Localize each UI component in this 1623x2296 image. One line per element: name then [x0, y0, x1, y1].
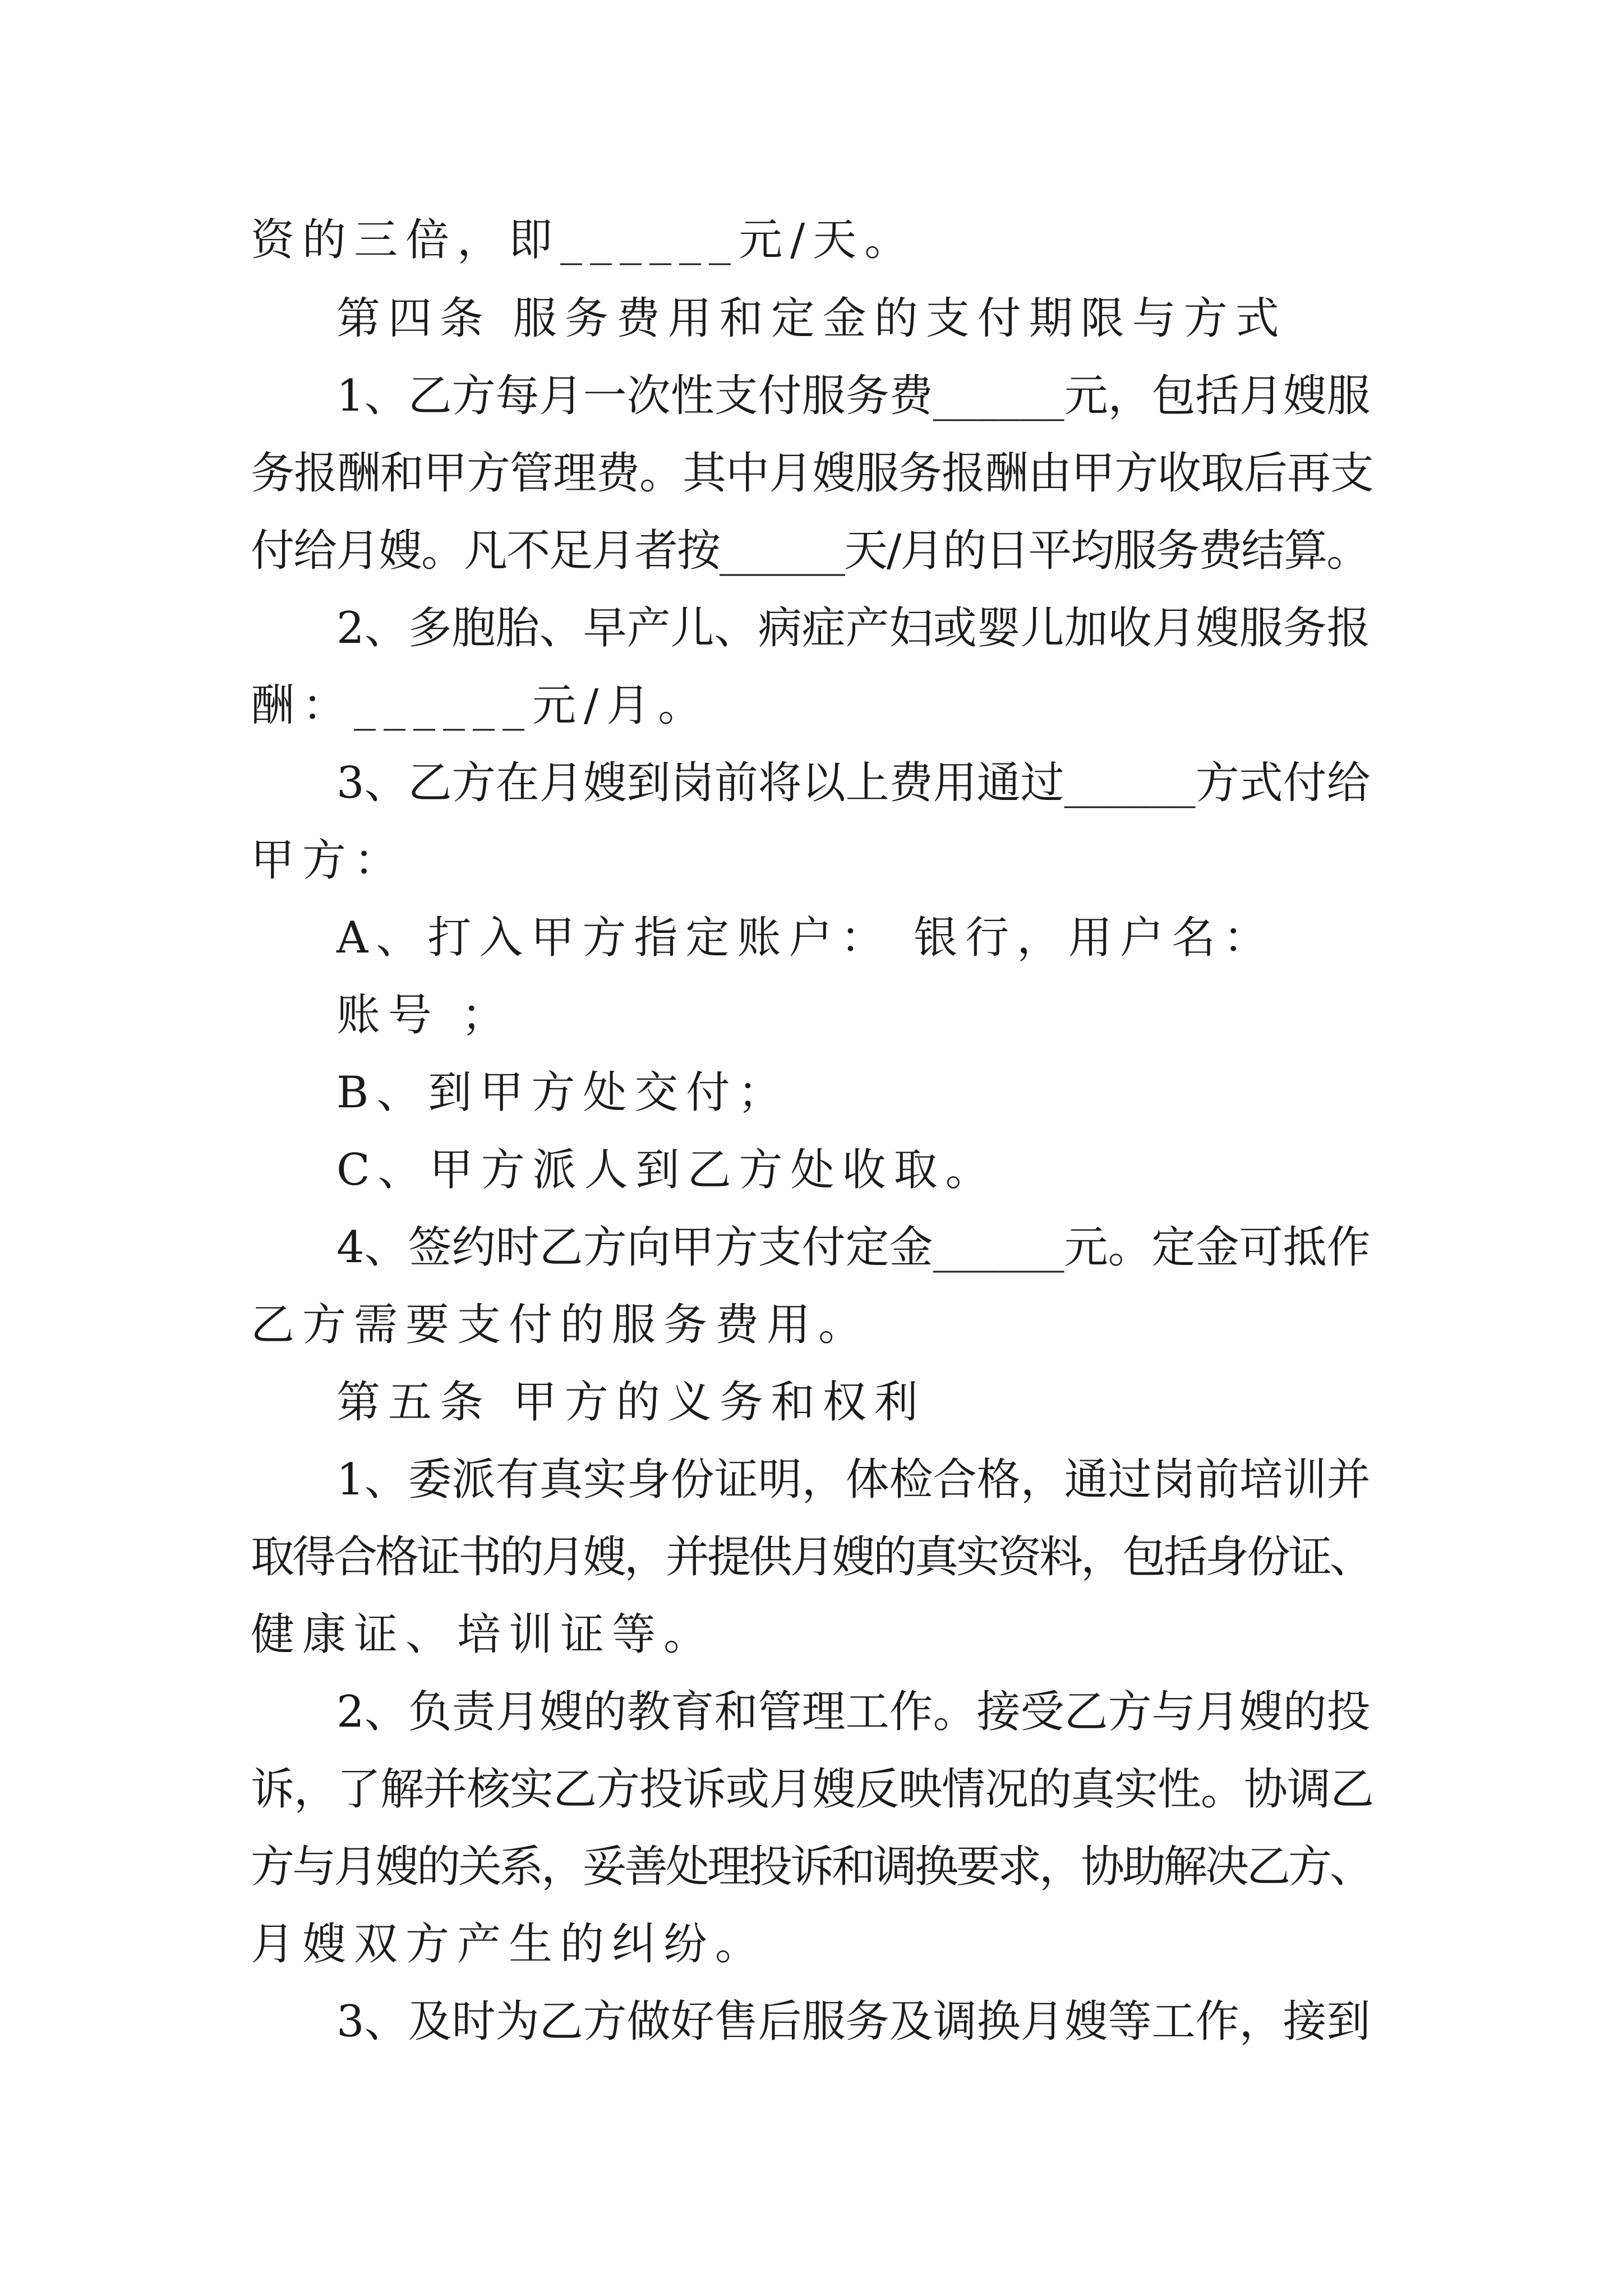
text-line: 甲方：	[251, 835, 406, 886]
text-line: 乙方需要支付的服务费用。	[251, 1300, 870, 1350]
text-line: B、到甲方处交付；	[336, 1068, 790, 1118]
text-line: 诉，了解并核实乙方投诉或月嫂反映情况的真实性。协调乙	[251, 1764, 1374, 1815]
text-line: 务报酬和甲方管理费。其中月嫂服务报酬由甲方收取后再支	[251, 448, 1374, 499]
text-line: 健康证、培训证等。	[251, 1609, 716, 1660]
text-line: 1、乙方每月一次性支付服务费______元，包括月嫂服	[336, 371, 1371, 421]
text-line: C、甲方派人到乙方处收取。	[336, 1145, 997, 1195]
text-line: 3、乙方在月嫂到岗前将以上费用通过______方式付给	[336, 758, 1371, 808]
text-line: 3、及时为乙方做好售后服务及调换月嫂等工作，接到	[336, 1996, 1371, 2047]
text-line: 账号 ；	[336, 990, 513, 1041]
text-line: A、打入甲方指定账户： 银行，用户名：	[336, 913, 1275, 963]
section-heading: 第四条 服务费用和定金的支付期限与方式	[336, 293, 1287, 344]
text-line: 付给月嫂。凡不足月者按______天/月的日平均服务费结算。	[251, 526, 1370, 576]
text-line: 方与月嫂的关系，妥善处理投诉和调换要求，协助解决乙方、	[251, 1842, 1372, 1892]
text-line: 4、签约时乙方向甲方支付定金______元。定金可抵作	[336, 1222, 1371, 1273]
section-heading: 第五条 甲方的义务和权利	[336, 1377, 926, 1428]
text-line: 资的三倍，即______元/天。	[251, 215, 916, 265]
text-line: 月嫂双方产生的纠纷。	[251, 1919, 767, 1970]
text-line: 酬：______元/月。	[251, 680, 710, 731]
text-line: 2、多胞胎、早产儿、病症产妇或婴儿加收月嫂服务报	[336, 603, 1371, 654]
text-line: 1、委派有真实身份证明，体检合格，通过岗前培训并	[336, 1455, 1371, 1505]
text-line: 取得合格证书的月嫂，并提供月嫂的真实资料，包括身份证、	[251, 1532, 1372, 1582]
text-line: 2、负责月嫂的教育和管理工作。接受乙方与月嫂的投	[336, 1687, 1371, 1737]
